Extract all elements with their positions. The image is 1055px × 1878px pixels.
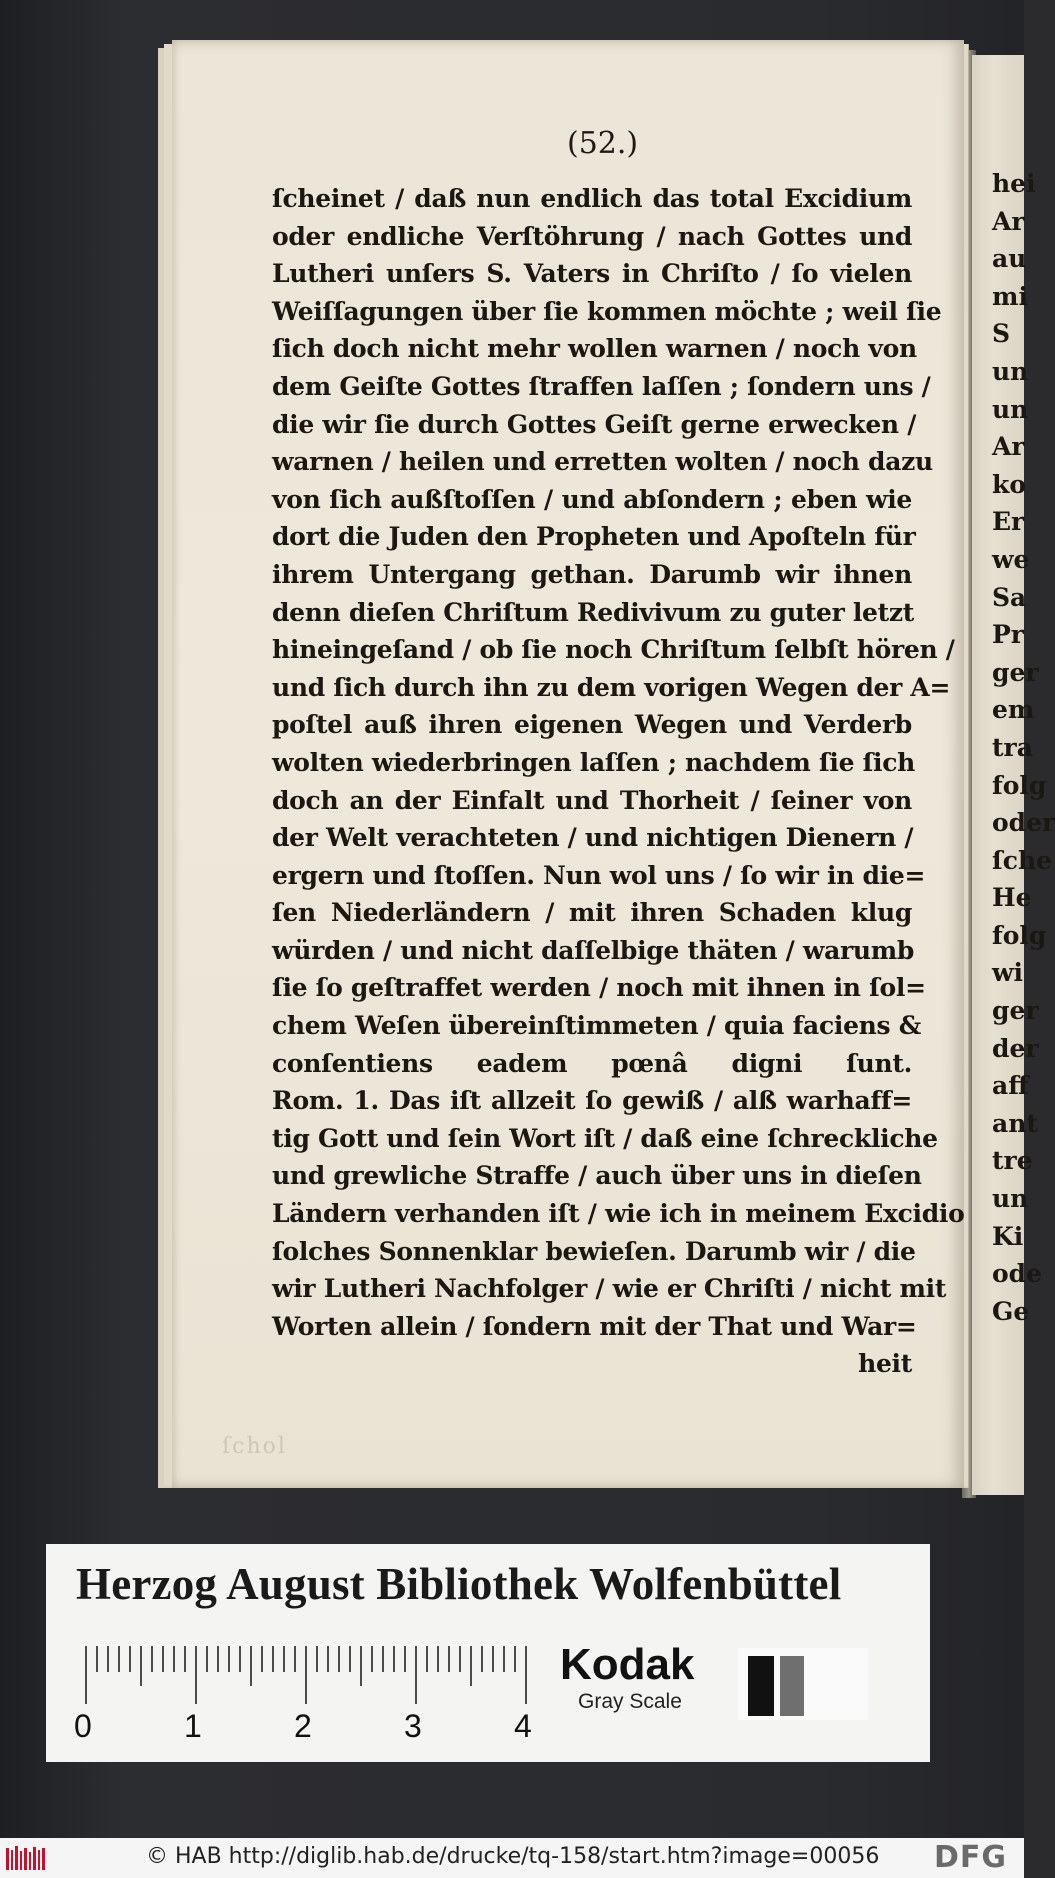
text-line: ſen Niederländern / mit ihren Schaden klug xyxy=(272,898,912,928)
text-line: dem Geiſte Gottes ſtraffen laſſen ; ſondern uns / xyxy=(272,371,931,401)
next-page-fragment: ſche xyxy=(992,845,1053,875)
next-page-text-fragments xyxy=(992,165,1055,1330)
text-line: conſentiens eadem pœnâ digni ſunt. xyxy=(272,1048,912,1078)
text-line: tig Gott und ſein Wort iſt / daß eine ſchreckliche xyxy=(272,1123,938,1153)
text-line: Lutheri unſers S. Vaters in Chriſto / ſo vielen xyxy=(272,259,912,289)
library-name: Herzog August Bibliothek Wolfenbüttel xyxy=(76,1559,842,1609)
text-line: poſtel auß ihren eigenen Wegen und Verderb xyxy=(272,710,912,740)
next-page-fragment: Ar xyxy=(992,206,1025,236)
next-page-fragment: Pr xyxy=(992,620,1024,650)
text-line: denn dieſen Chriſtum Redivivum zu guter letzt xyxy=(272,597,915,627)
text-line: und grewliche Straffe / auch über uns in dieſen xyxy=(272,1161,922,1191)
text-line: ſcheinet / daß nun endlich das total Excidium xyxy=(272,184,912,213)
next-page-fragment: em xyxy=(992,695,1035,725)
next-page-fragment: ger xyxy=(992,996,1039,1026)
text-line: Ländern verhanden iſt / wie ich in meinem Excidio xyxy=(272,1199,965,1229)
next-page-fragment: Ar xyxy=(992,432,1025,462)
hab-barcode-icon xyxy=(6,1846,48,1872)
gray-swatches xyxy=(738,1648,868,1720)
next-page-edge xyxy=(972,55,1055,1495)
page-number: (52.) xyxy=(567,126,639,161)
gray-swatch xyxy=(780,1656,804,1716)
text-line: oder endliche Verſtöhrung / nach Gottes und xyxy=(272,221,912,251)
gray-scale-label: Gray Scale xyxy=(578,1690,682,1713)
text-line: ihrem Untergang gethan. Darumb wir ihnen xyxy=(272,559,912,589)
next-page-fragment: we xyxy=(992,544,1030,574)
black-swatch xyxy=(748,1656,774,1716)
text-line: chem Weſen übereinſtimmeten / quia faciens & xyxy=(272,1011,921,1041)
next-page-fragment: wi xyxy=(992,958,1024,988)
ruler-number: 2 xyxy=(294,1708,312,1744)
next-page-fragment: ode xyxy=(992,1259,1043,1289)
text-line: wolten wiederbringen laſſen ; nachdem ſie ſich xyxy=(272,747,916,777)
text-line: doch an der Einfalt und Thorheit / ſeiner von xyxy=(272,785,912,815)
text-line: ſolches Sonnenklar bewieſen. Darumb wir / die xyxy=(272,1236,916,1266)
next-page-fragment: S xyxy=(992,319,1011,349)
ruler-number: 3 xyxy=(404,1708,422,1744)
next-page-fragment: tra xyxy=(992,732,1033,762)
next-page-fragment: oder xyxy=(992,808,1055,838)
next-page-fragment: mi xyxy=(992,281,1028,311)
next-page-fragment: un xyxy=(992,356,1029,386)
next-page-fragment: tre xyxy=(992,1146,1033,1176)
text-line: von ſich außſtoſſen / und abſondern ; eben wie xyxy=(272,484,912,514)
text-line: hineingeſand / ob ſie noch Chriſtum ſelbſt hören / xyxy=(272,635,955,665)
next-page-fragment: folg xyxy=(992,770,1047,800)
text-line: Rom. 1. Das iſt allzeit ſo gewiß / alß warhaff= xyxy=(272,1086,912,1116)
text-line: dort die Juden den Propheten und Apoſteln für xyxy=(272,522,916,552)
next-page-fragment: Ge xyxy=(992,1296,1030,1326)
next-page-fragment: He xyxy=(992,883,1032,913)
page-body-text xyxy=(272,180,965,1383)
text-line: ſich doch nicht mehr wollen warnen / noch von xyxy=(272,334,917,364)
ruler-numbers xyxy=(74,1638,532,1758)
footer-bar xyxy=(0,1838,1024,1878)
text-line: Worten allein / ſondern mit der That und War= xyxy=(272,1311,917,1341)
next-page-fragment: au xyxy=(992,244,1027,274)
next-page-fragment: Er xyxy=(992,507,1025,537)
copyright-link[interactable]: © HAB http://diglib.hab.de/drucke/tq-158/start.htm?image=00056 xyxy=(146,1844,880,1869)
text-line: und ſich durch ihn zu dem vorigen Wegen der A= xyxy=(272,672,951,702)
text-line: der Welt verachteten / und nichtigen Dienern / xyxy=(272,823,914,853)
book-page xyxy=(172,40,964,1488)
bleed-through-text: ſchol xyxy=(222,1434,287,1459)
next-page-fragment: un xyxy=(992,1184,1029,1214)
text-line: warnen / heilen und erretten wolten / noch dazu xyxy=(272,447,933,477)
next-page-fragment: Sa xyxy=(992,582,1027,612)
catchword: heit xyxy=(858,1349,912,1379)
text-line: die wir ſie durch Gottes Geiſt gerne erwecken / xyxy=(272,409,917,439)
next-page-fragment: Ki xyxy=(992,1221,1024,1251)
text-line: ſie ſo geſtraffet werden / noch mit ihnen in ſol= xyxy=(272,973,926,1003)
next-page-fragment: ant xyxy=(992,1108,1038,1138)
ruler-number: 1 xyxy=(184,1708,202,1744)
next-page-fragment: ko xyxy=(992,469,1026,499)
text-line: würden / und nicht daſſelbige thäten / warumb xyxy=(272,935,915,965)
text-line: ergern und ſtoſſen. Nun wol uns / ſo wir in die= xyxy=(272,860,926,890)
text-line: wir Lutheri Nachfolger / wie er Chriſti / nicht mit xyxy=(272,1274,947,1304)
ruler-number: 4 xyxy=(514,1708,532,1744)
next-page-fragment: aff xyxy=(992,1071,1029,1101)
ruler-number: 0 xyxy=(74,1708,92,1744)
text-line: Weiſſagungen über ſie kommen möchte ; weil ſie xyxy=(272,296,942,326)
next-page-fragment: un xyxy=(992,394,1029,424)
next-page-fragment: der xyxy=(992,1033,1039,1063)
next-page-fragment: folg xyxy=(992,920,1047,950)
next-page-fragment: hei xyxy=(992,169,1036,198)
dfg-logo: DFG xyxy=(934,1840,1008,1875)
kodak-logo: Kodak xyxy=(560,1640,695,1689)
color-reference-card xyxy=(46,1544,930,1762)
next-page-fragment: ger xyxy=(992,657,1039,687)
